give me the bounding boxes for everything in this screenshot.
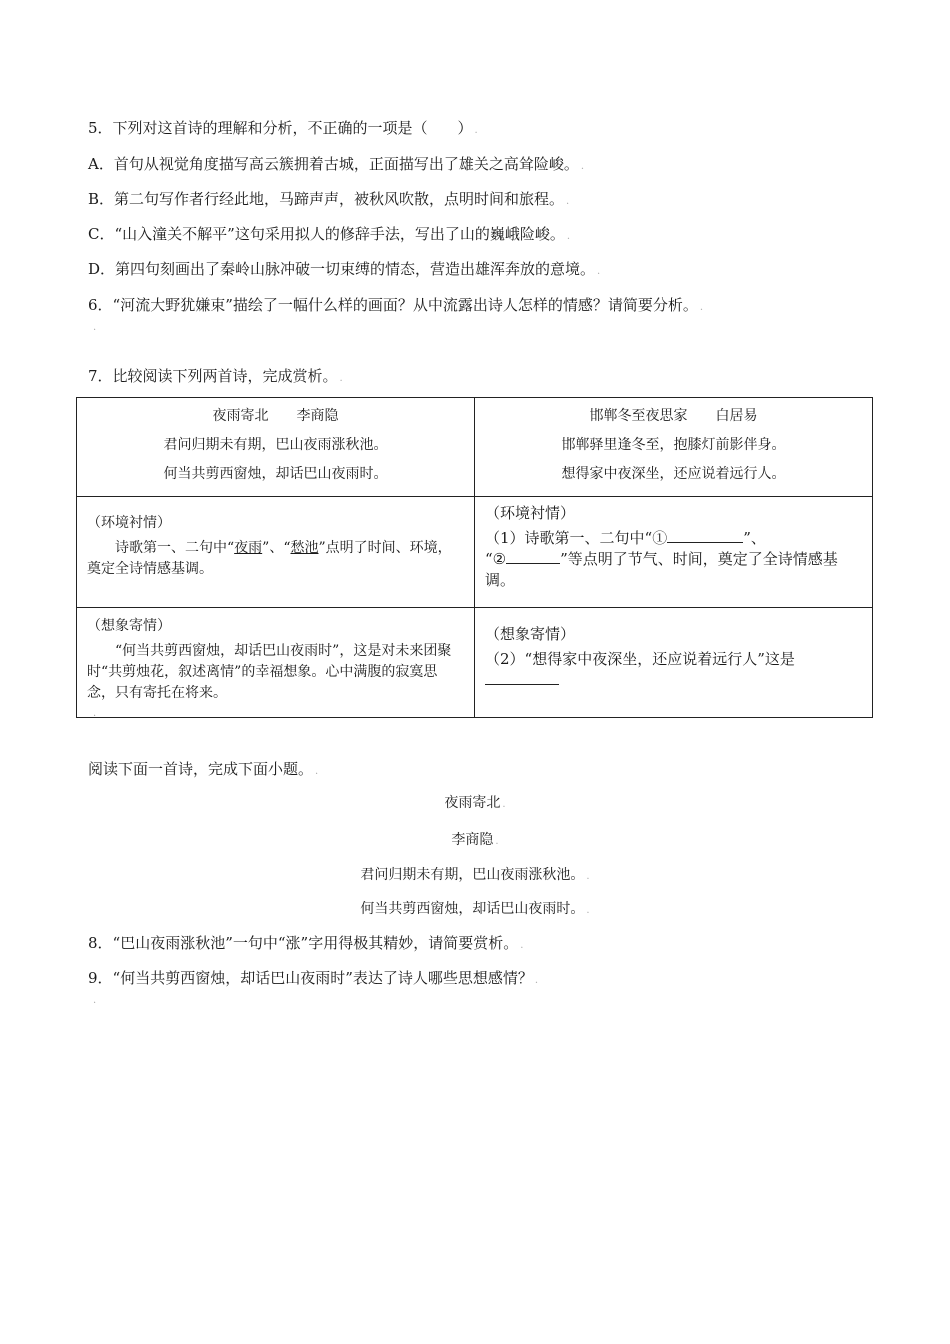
- right-environment-heading: （环境衬情）: [485, 504, 576, 522]
- right-imagination-text: （2）“想得家中夜深坐，还应说着远行人”这是: [485, 649, 862, 691]
- paragraph-mark: .: [93, 995, 97, 1006]
- answer-blank-3[interactable]: [485, 670, 559, 685]
- reading-poem-author: 李商隐 .: [451, 832, 499, 848]
- underlined-word: 愁池: [290, 540, 319, 556]
- left-poem-line: 君问归期未有期，巴山夜雨涨秋池。: [163, 437, 388, 453]
- paragraph-mark: .: [93, 708, 97, 719]
- reading-poem-title: 夜雨寄北 .: [444, 795, 506, 811]
- question-8-stem: 8．“巴山夜雨涨秋池”一句中“涨”字用得极其精妙，请简要赏析。 .: [88, 934, 524, 952]
- right-imagination-cell: [475, 608, 873, 718]
- reading-poem-line: 君问归期未有期，巴山夜雨涨秋池。 .: [360, 867, 590, 883]
- reading-intro: 阅读下面一首诗，完成下面小题。 .: [88, 760, 319, 778]
- question-5-option-d: D．第四句刻画出了秦岭山脉冲破一切束缚的情态，营造出雄浑奔放的意境。 .: [88, 260, 601, 278]
- question-7-stem: 7．比较阅读下列两首诗，完成赏析。 .: [88, 367, 343, 385]
- left-poem-line: 何当共剪西窗烛，却话巴山夜雨时。: [163, 466, 388, 482]
- comparison-table: [76, 397, 873, 718]
- right-imagination-heading: （想象寄情）: [485, 625, 576, 643]
- left-imagination-heading: （想象寄情）: [87, 618, 171, 634]
- question-6-stem: 6．“河流大野犹嫌束”描绘了一幅什么样的画面？从中流露出诗人怎样的情感？请简要分析。 .: [88, 296, 704, 314]
- paragraph-mark: .: [93, 322, 97, 333]
- question-9-stem: 9．“何当共剪西窗烛，却话巴山夜雨时”表达了诗人哪些思想感情？ .: [88, 969, 539, 987]
- right-poem-line: 邯郸驿里逢冬至，抱膝灯前影伴身。: [561, 437, 786, 453]
- question-5-option-c: C．“山入潼关不解平”这句采用拟人的修辞手法，写出了山的巍峨险峻。 .: [88, 225, 571, 243]
- left-imagination-cell: [77, 608, 475, 718]
- left-poem-title: 夜雨寄北 李商隐: [212, 408, 339, 424]
- left-environment-heading: （环境衬情）: [87, 515, 171, 531]
- right-poem-line: 想得家中夜深坐，还应说着远行人。: [561, 466, 786, 482]
- answer-blank-1[interactable]: [667, 528, 743, 543]
- right-environment-text: （1）诗歌第一、二句中“① ”、 “② ”等点明了节气、时间，奠定了全诗情感基调。: [485, 529, 838, 589]
- left-environment-text: 诗歌第一、二句中“夜雨”、“愁池”点明了时间、环境，奠定全诗情感基调。: [87, 540, 452, 577]
- question-5-stem: 5．下列对这首诗的理解和分析，不正确的一项是（ ） .: [88, 119, 478, 137]
- underlined-word: 夜雨: [234, 540, 263, 556]
- right-poem-title: 邯郸冬至夜思家 白居易: [589, 408, 758, 424]
- question-5-option-b: B．第二句写作者行经此地，马蹄声声，被秋风吹散，点明时间和旅程。 .: [88, 190, 570, 208]
- right-poem-cell: [475, 398, 873, 497]
- right-environment-cell: [475, 497, 873, 608]
- left-poem-cell: [77, 398, 475, 497]
- reading-poem-line: 何当共剪西窗烛，却话巴山夜雨时。 .: [360, 901, 590, 917]
- left-imagination-text: “何当共剪西窗烛，却话巴山夜雨时”，这是对未来团聚时“共剪烛花，叙述离情”的幸福想象。心中满腹的寂寞思念，只有寄托在将来。: [87, 643, 452, 701]
- question-5-option-a: A．首句从视觉角度描写高云簇拥着古城，正面描写出了雄关之高耸险峻。 .: [88, 155, 585, 173]
- answer-blank-2[interactable]: [506, 549, 560, 564]
- left-environment-cell: [77, 497, 475, 608]
